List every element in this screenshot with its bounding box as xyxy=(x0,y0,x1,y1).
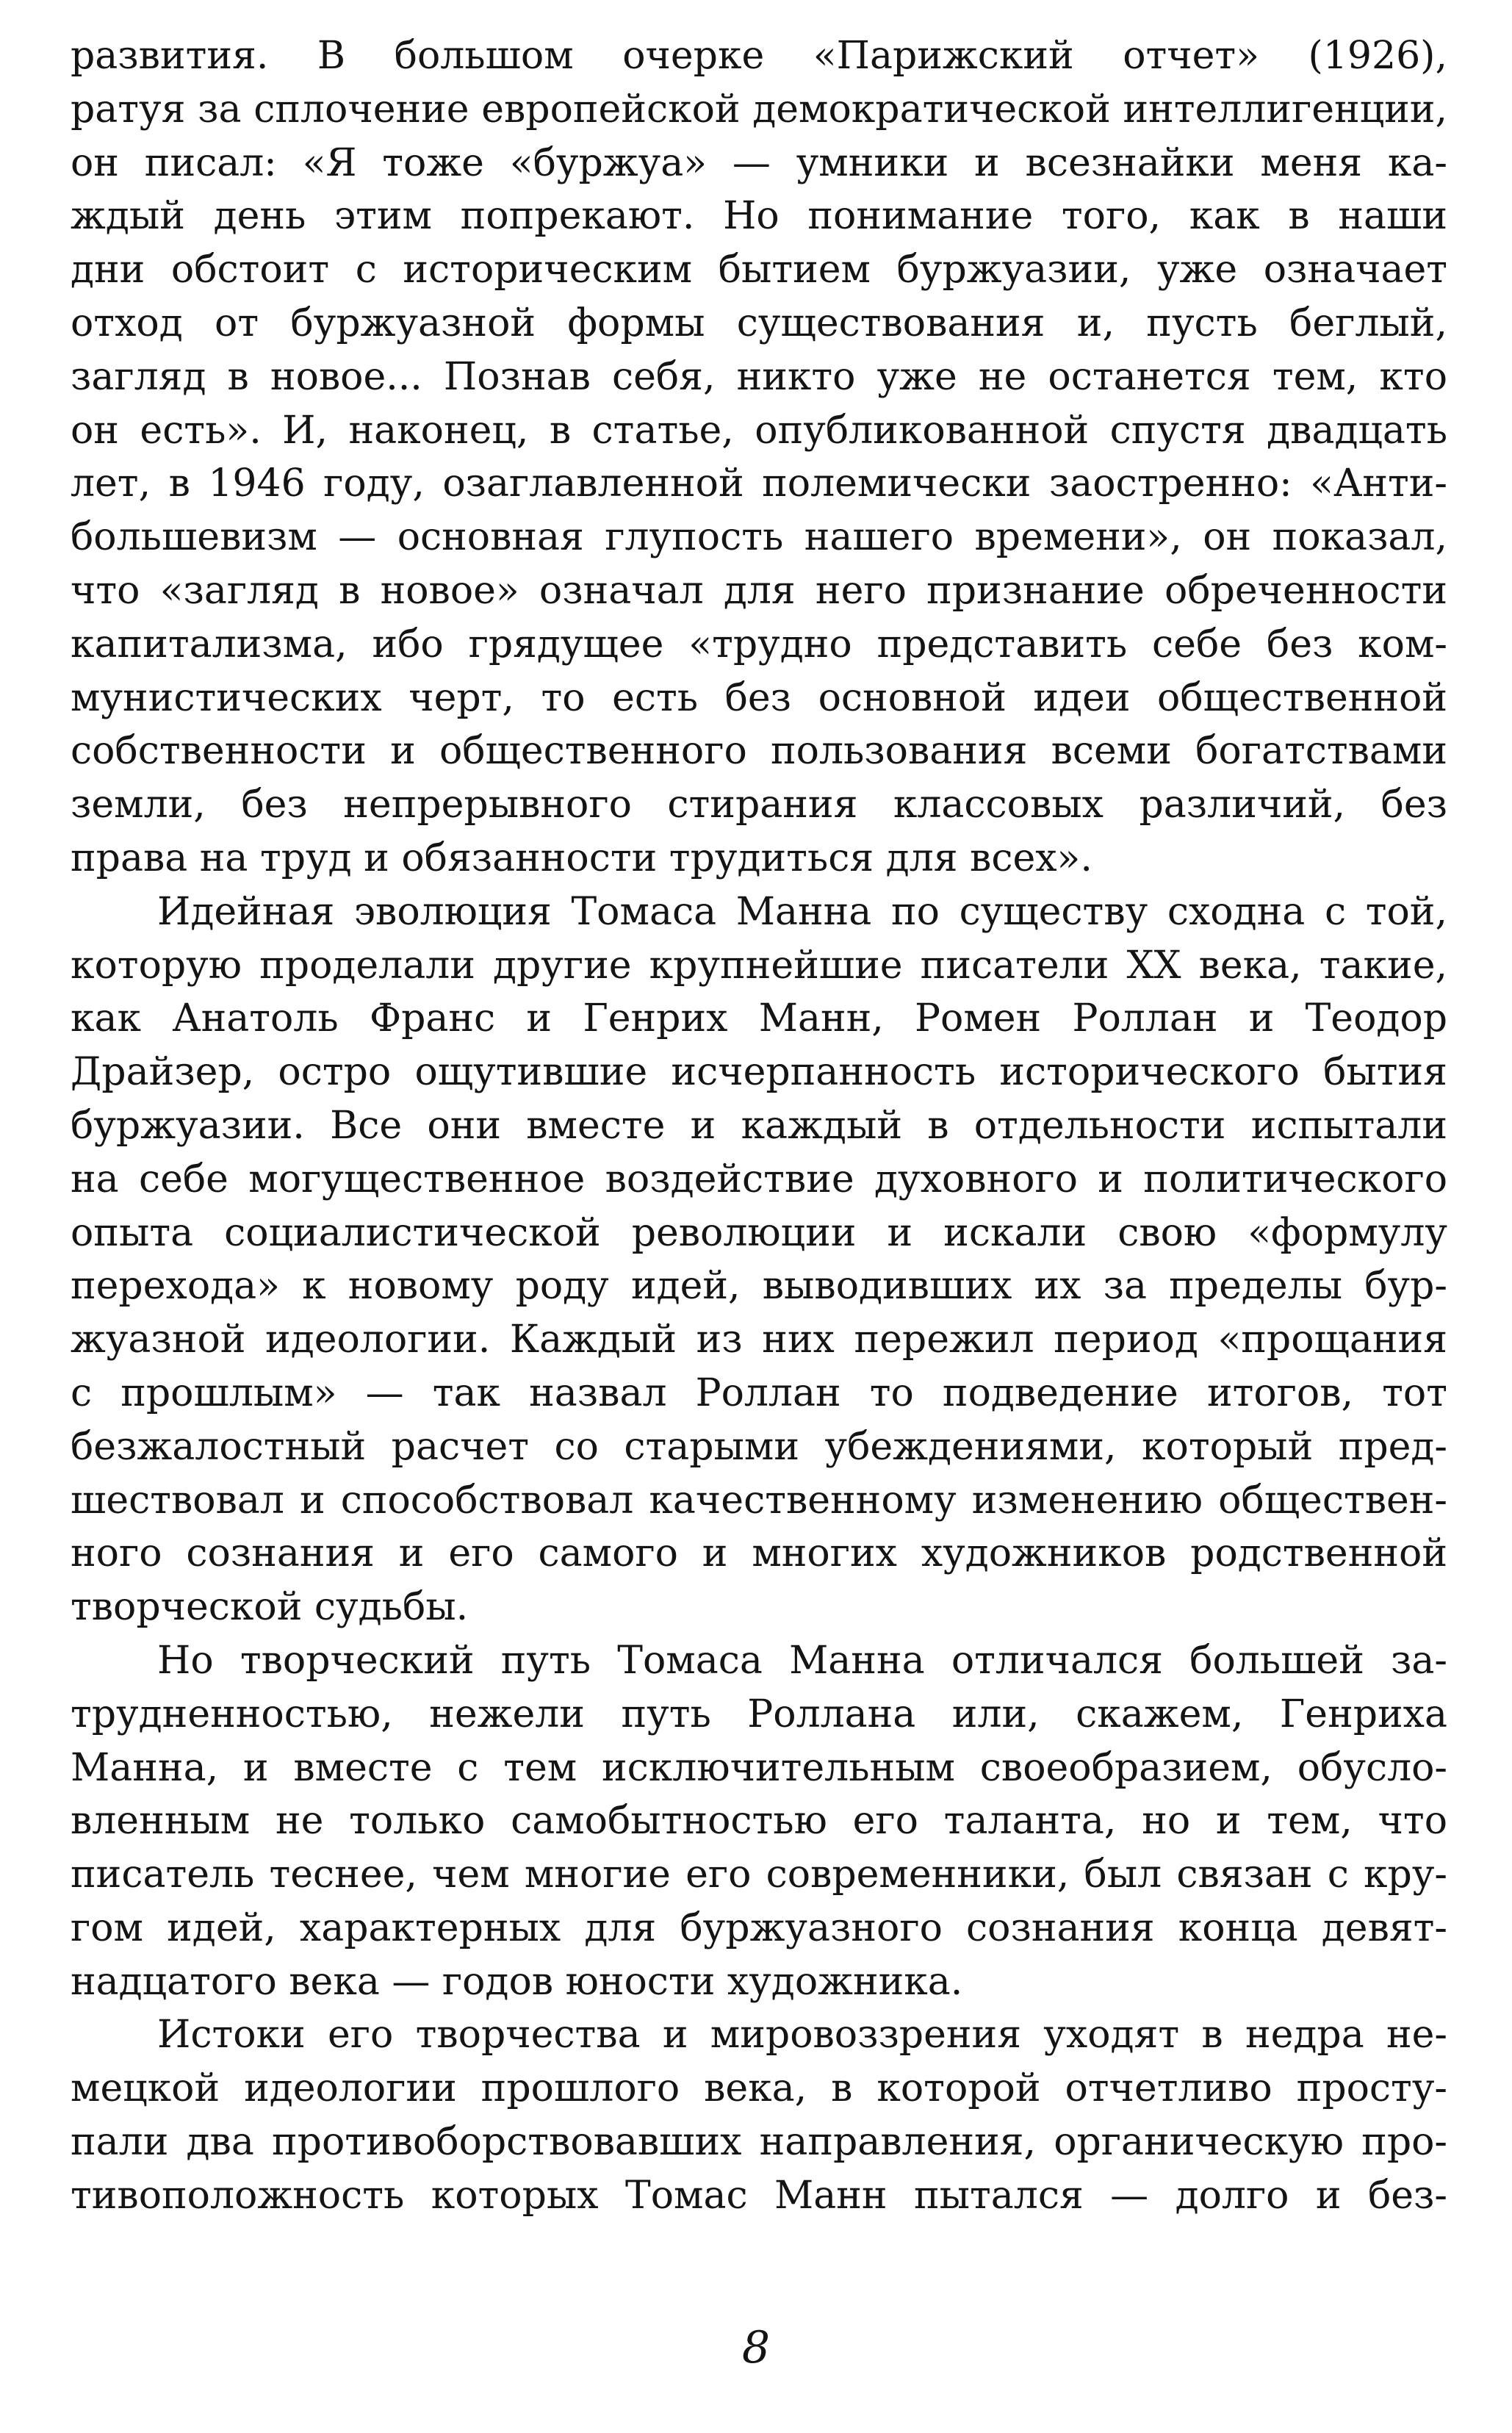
text-line: опыта социалистической революции и искали свою «формулу xyxy=(71,1210,1447,1255)
text-line: собственности и общественного пользования всеми богатствами xyxy=(71,729,1447,774)
text-line: ного сознания и его самого и многих художников родственной xyxy=(71,1531,1447,1576)
text-line: Манна, и вместе с тем исключительным своеобразием, обусло- xyxy=(71,1745,1447,1790)
text-line: загляд в новое... Познав себя, никто уже не останется тем, кто xyxy=(71,354,1447,399)
text-line: буржуазии. Все они вместе и каждый в отдельности испытали xyxy=(71,1103,1447,1148)
text-line: перехода» к новому роду идей, выводивших их за пределы бур- xyxy=(71,1264,1447,1309)
text-line: развития. В большом очерке «Парижский отчет» (1926), xyxy=(71,34,1447,78)
text-line: безжалостный расчет со старыми убеждениями, который пред- xyxy=(71,1424,1447,1469)
text-line: лет, в 1946 году, озаглавленной полемически заостренно: «Анти- xyxy=(71,461,1447,506)
text-line: на себе могущественное воздействие духовного и политического xyxy=(71,1157,1447,1201)
text-line: он есть». И, наконец, в статье, опубликованной спустя двадцать xyxy=(71,408,1447,453)
book-page-text xyxy=(71,29,1447,2223)
text-line: мецкой идеологии прошлого века, в которой отчетливо просту- xyxy=(71,2066,1447,2111)
text-line: большевизм — основная глупость нашего времени», он показал, xyxy=(71,515,1447,560)
text-line: писатель теснее, чем многие его современники, был связан с кру- xyxy=(71,1852,1447,1897)
text-line: тивоположность которых Томас Манн пытался — долго и без- xyxy=(71,2173,1447,2218)
text-line: он писал: «Я тоже «буржуа» — умники и всезнайки меня ка- xyxy=(71,140,1447,185)
text-line: отход от буржуазной формы существования и, пусть беглый, xyxy=(71,301,1447,345)
text-line: вленным не только самобытностью его таланта, но и тем, что xyxy=(71,1799,1447,1844)
paragraph-start-line: Идейная эволюция Томаса Манна по существу сходна с той, xyxy=(157,889,1447,934)
text-line: что «загляд в новое» означал для него признание обреченности xyxy=(71,568,1447,613)
text-line: творческой судьбы. xyxy=(71,1585,469,1630)
text-line: земли, без непрерывного стирания классовых различий, без xyxy=(71,783,1447,827)
text-line: права на труд и обязанности трудиться для всех». xyxy=(71,835,1092,880)
text-line: ратуя за сплочение европейской демократической интеллигенции, xyxy=(71,87,1447,132)
text-line: как Анатоль Франс и Генрих Манн, Ромен Роллан и Теодор xyxy=(71,996,1447,1041)
text-line: мунистических черт, то есть без основной идеи общественной xyxy=(71,675,1447,720)
text-line: дни обстоит с историческим бытием буржуазии, уже означает xyxy=(71,248,1447,292)
text-line: с прошлым» — так назвал Роллан то подведение итогов, тот xyxy=(71,1370,1447,1415)
paragraph-start-line: Но творческий путь Томаса Манна отличался большей за- xyxy=(157,1638,1447,1683)
text-line: жуазной идеологии. Каждый из них пережил период «прощания xyxy=(71,1318,1447,1362)
text-line: трудненностью, нежели путь Роллана или, скажем, Генриха xyxy=(71,1692,1447,1736)
text-line: гом идей, характерных для буржуазного сознания конца девят- xyxy=(71,1905,1447,1950)
text-line: ждый день этим попрекают. Но понимание того, как в наши xyxy=(71,194,1447,239)
text-line: капитализма, ибо грядущее «трудно представить себе без ком- xyxy=(71,622,1447,666)
text-line: надцатого века — годов юности художника. xyxy=(71,1959,963,2004)
page-number: 8 xyxy=(741,2322,771,2373)
text-line: Драйзер, остро ощутившие исчерпанность исторического бытия xyxy=(71,1050,1447,1095)
text-line: шествовал и способствовал качественному изменению обществен- xyxy=(71,1478,1447,1523)
text-line: пали два противоборствовавших направления, органическую про- xyxy=(71,2120,1447,2165)
text-line: которую проделали другие крупнейшие писатели XX века, такие, xyxy=(71,943,1447,988)
paragraph-start-line: Истоки его творчества и мировоззрения уходят в недра не- xyxy=(157,2013,1447,2058)
